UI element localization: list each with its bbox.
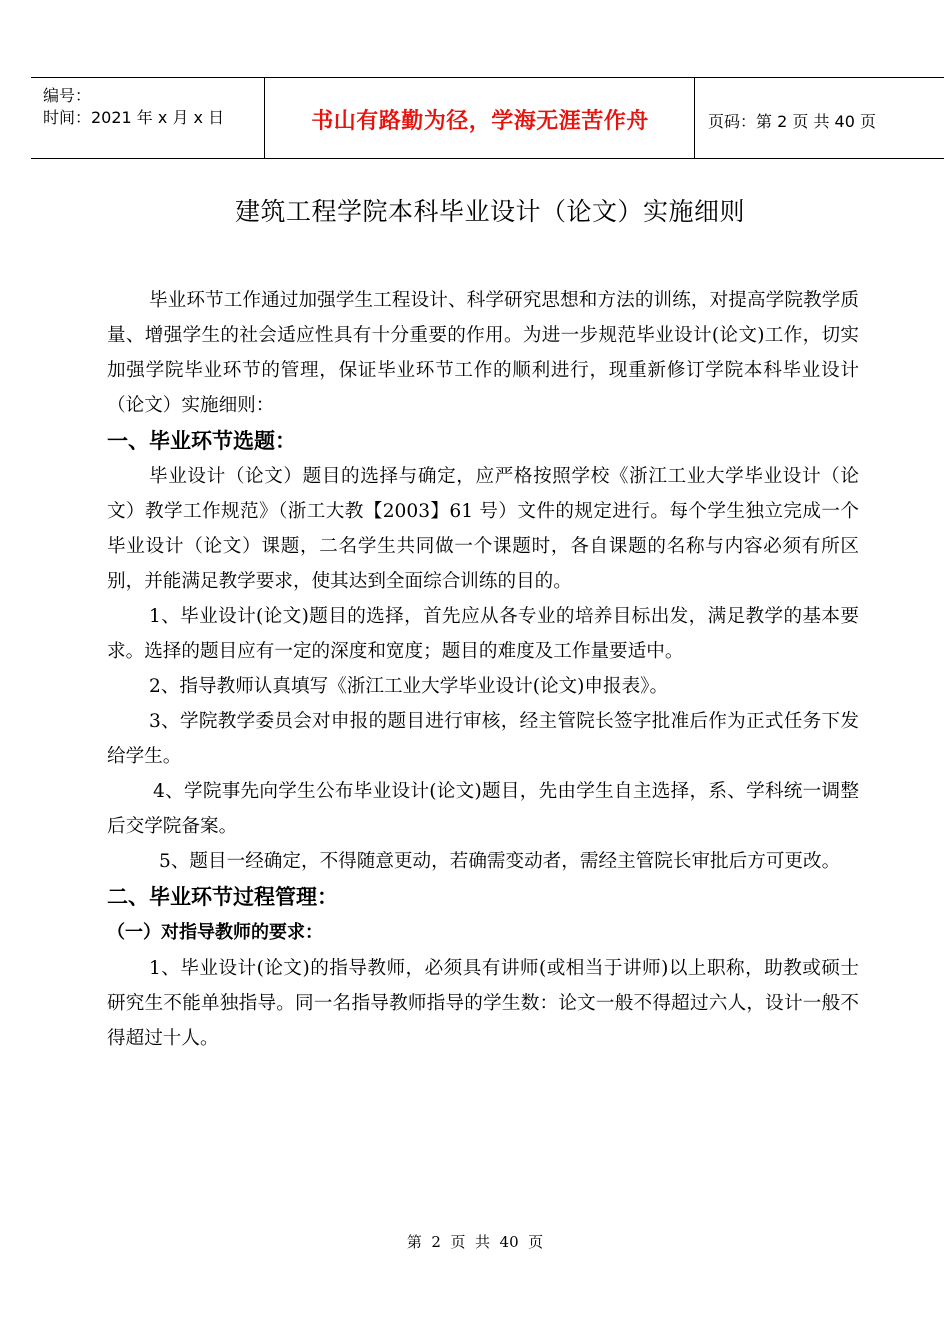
intro-paragraph: 毕业环节工作通过加强学生工程设计、科学研究思想和方法的训练，对提高学院教学质量、增强学生的社会适应性具有十分重要的作用。为进一步规范毕业设计(论文)工作，切实加强学院毕业环节的管理，保证毕业环节工作的顺利进行，现重新修订学院本科毕业设计（论文）实施细则：: [107, 290, 859, 416]
header-motto-cell: [266, 78, 695, 158]
section-1-item: 1、毕业设计(论文)题目的选择，首先应从各专业的培养目标出发，满足教学的基本要求。选择的题目应有一定的深度和宽度；题目的难度及工作量要适中。: [107, 606, 859, 662]
section-2-heading: 二、毕业环节过程管理：: [107, 885, 338, 909]
page-footer: 第 2 页 共 40 页: [406, 1233, 544, 1251]
motto-text: 书山有路勤为径，学海无涯苦作舟: [311, 109, 649, 134]
page-number-label: 页码：第 2 页 共 40 页: [708, 112, 876, 131]
document-body: [107, 283, 859, 1056]
section-1-item: 3、学院教学委员会对申报的题目进行审核，经主管院长签字批准后作为正式任务下发给学生。: [107, 711, 859, 767]
header-info-cell: [31, 78, 265, 158]
section-1-intro: 毕业设计（论文）题目的选择与确定，应严格按照学校《浙江工业大学毕业设计（论文）教学工作规范》（浙工大教【2003】61 号）文件的规定进行。每个学生独立完成一个毕业设计（论文）课题，二名学生共同做一个课题时，各自课题的名称与内容必须有所区别，并能满足教学要求，使其达到全面综合训练的目的。: [107, 466, 859, 592]
document-title: 建筑工程学院本科毕业设计（论文）实施细则: [234, 197, 745, 226]
section-1-item: 5、题目一经确定，不得随意更动，若确需变动者，需经主管院长审批后方可更改。: [159, 851, 841, 872]
section-1-item: 2、指导教师认真填写《浙江工业大学毕业设计(论文)申报表》。: [149, 676, 669, 697]
document-time-label: 时间：2021 年 x 月 x 日: [43, 108, 225, 127]
header-table: [31, 77, 944, 159]
section-1-item: 4、学院事先向学生公布毕业设计(论文)题目，先由学生自主选择，系、学科统一调整后交学院备案。: [107, 781, 859, 837]
section-1-heading: 一、毕业环节选题：: [107, 429, 296, 453]
document-number-label: 编号：: [43, 86, 92, 105]
section-2-subheading: （一）对指导教师的要求：: [107, 922, 323, 943]
header-page-cell: [696, 78, 944, 158]
section-2-item: 1、毕业设计(论文)的指导教师，必须具有讲师(或相当于讲师)以上职称，助教或硕士研究生不能单独指导。同一名指导教师指导的学生数：论文一般不得超过六人，设计一般不得超过十人。: [107, 958, 859, 1049]
